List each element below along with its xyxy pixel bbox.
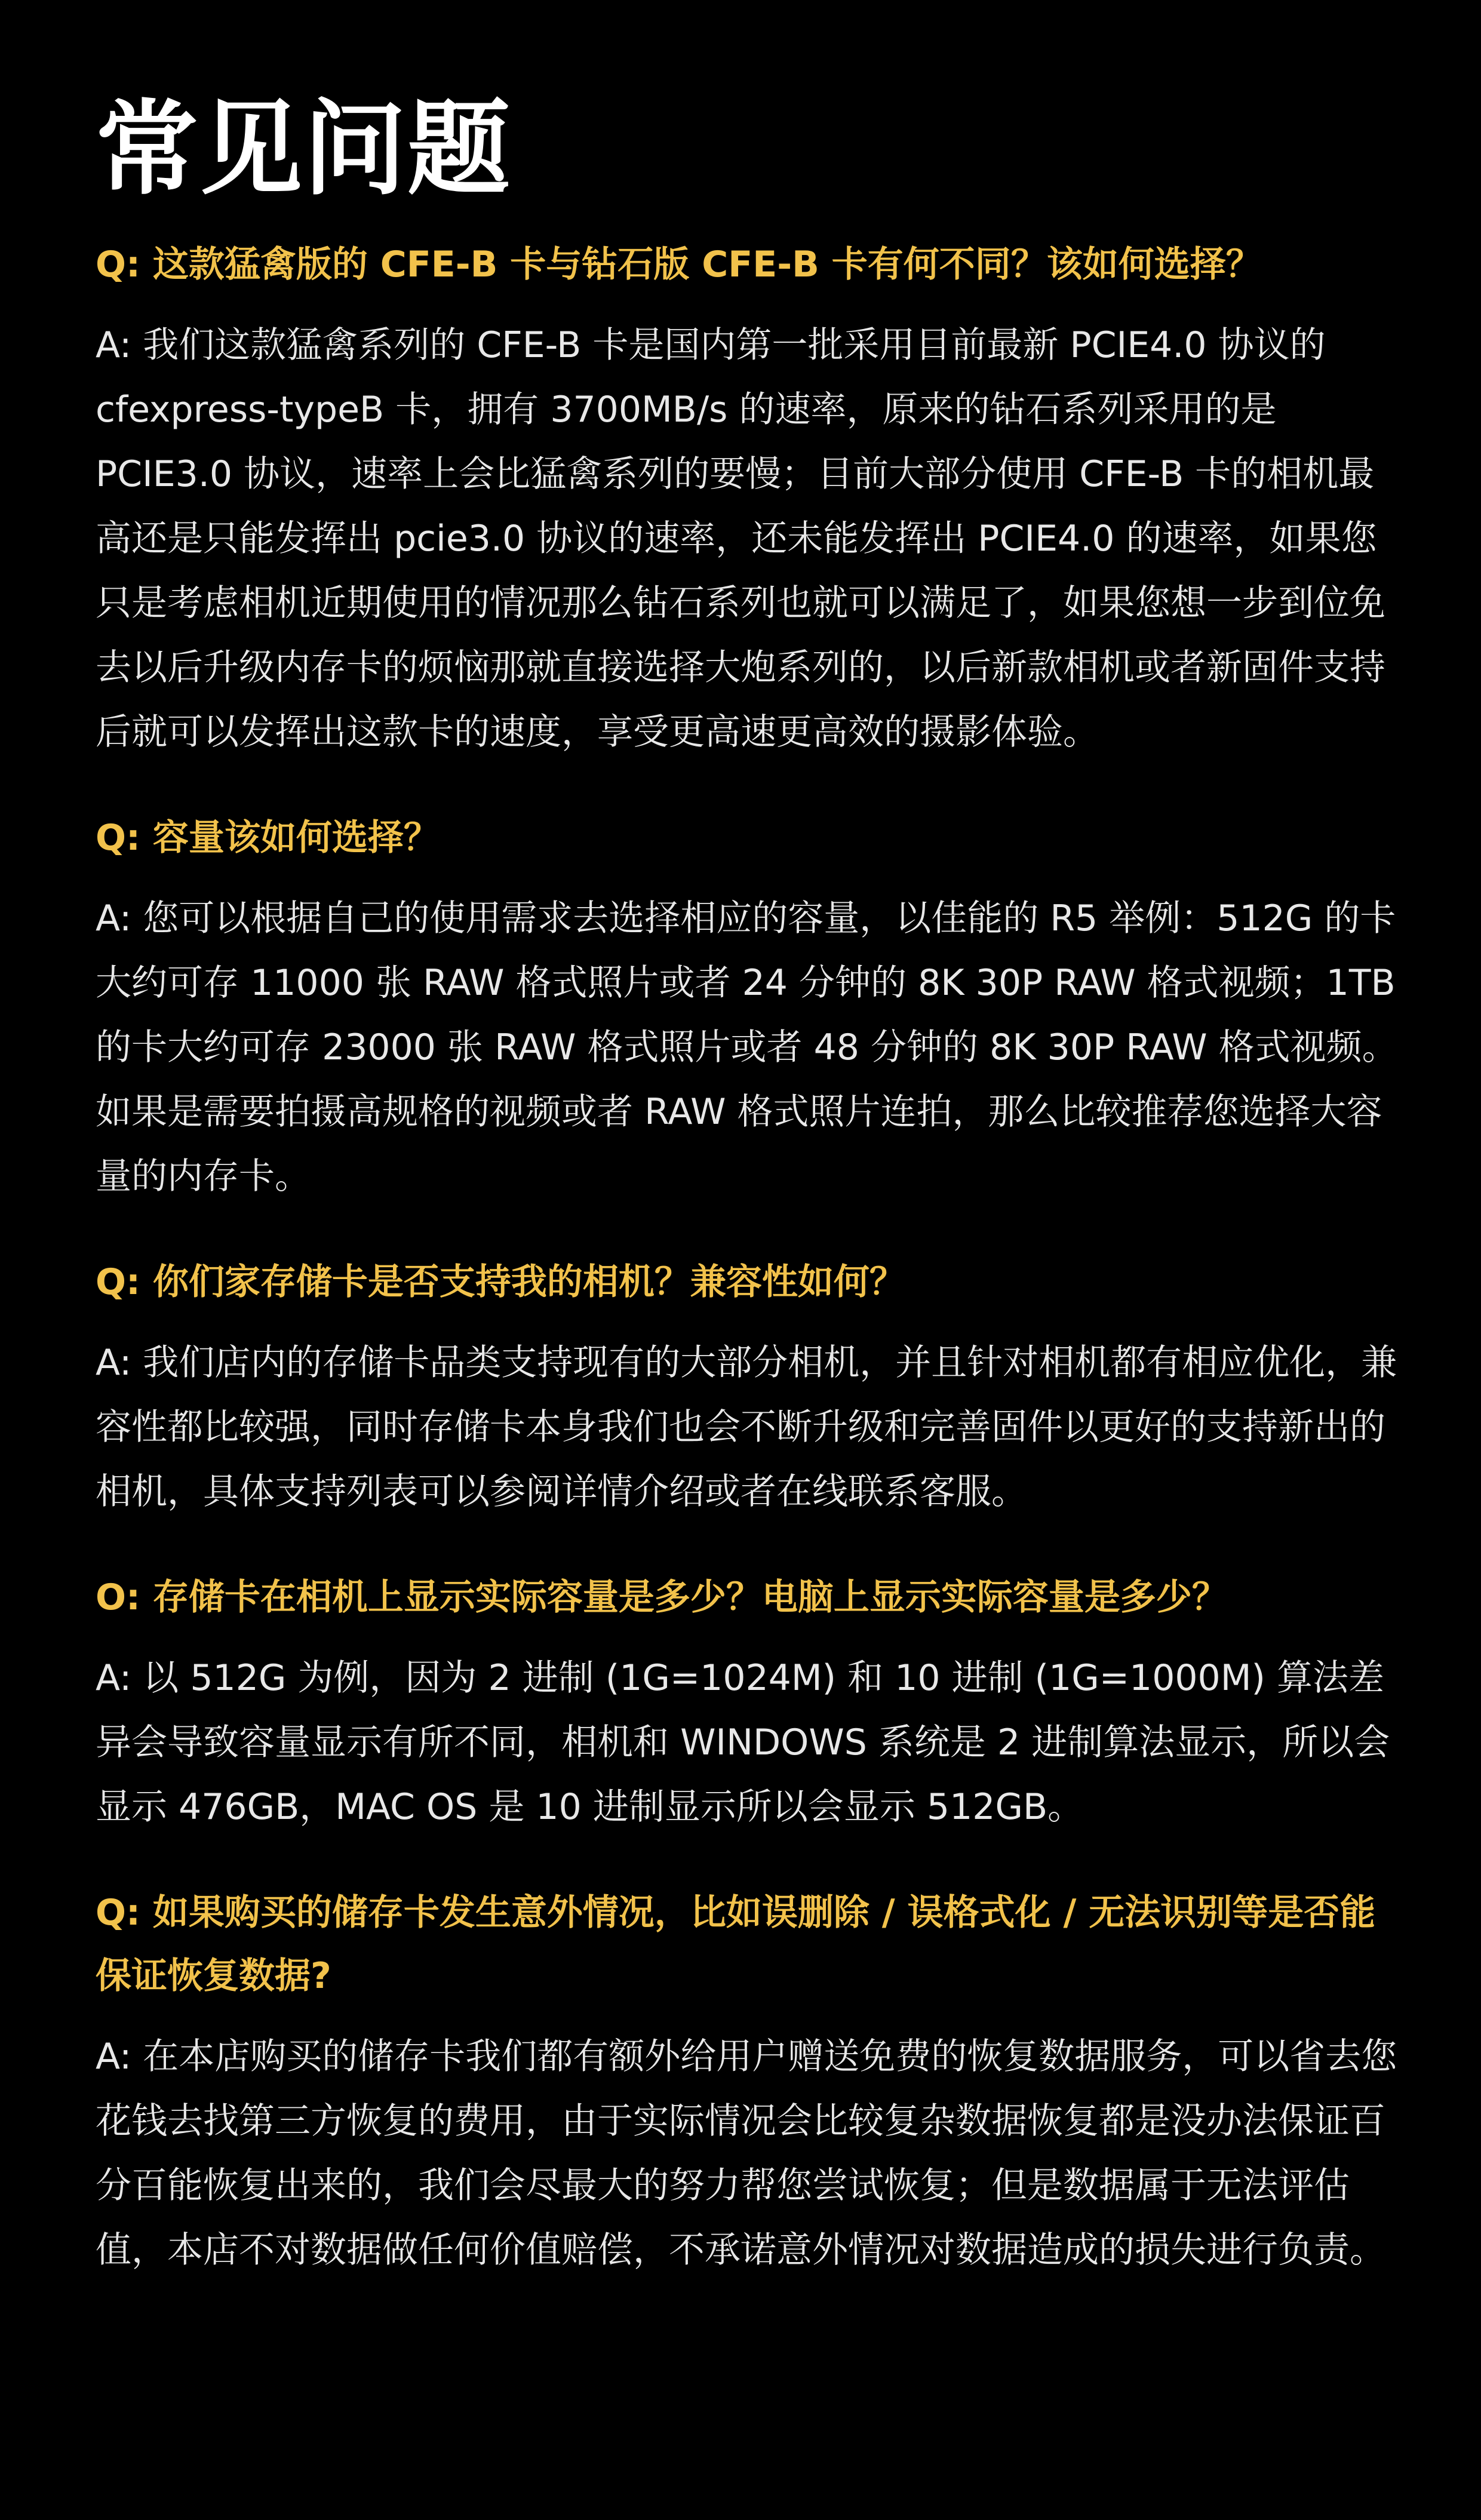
faq-item [96, 1566, 1391, 1839]
faq-question: O: 存储卡在相机上显示实际容量是多少？电脑上显示实际容量是多少？ [96, 1576, 1228, 1618]
page-title: 常见问题 [96, 89, 511, 209]
faq-item [96, 1250, 1397, 1524]
faq-question: Q: 你们家存储卡是否支持我的相机？兼容性如何？ [96, 1261, 905, 1303]
faq-question: Q: 容量该如何选择？ [96, 817, 440, 859]
faq-item [96, 233, 1391, 764]
faq-item [96, 806, 1398, 1209]
faq-question: Q: 这款猛禽版的 CFE-B 卡与钻石版 CFE-B 卡有何不同？该如何选择？ [96, 244, 1262, 285]
faq-answer: A: 在本店购买的储存卡我们都有额外给用户赠送免费的恢复数据服务，可以省去您花钱去找第三方恢复的费用，由于实际情况会比较复杂数据恢复都是没办法保证百分百能恢复出来的，我们会尽最大的努力帮您尝试恢复；但是数据属于无法评估值，本店不对数据做任何价值赔偿，不承诺意外情况对数据造成的损失进行负责。 [96, 2036, 1397, 2271]
faq-answer: A: 以 512G 为例，因为 2 进制 (1G=1024M) 和 10 进制 (1G=1000M) 算法差异会导致容量显示有所不同，相机和 WINDOWS 系统是 2 进制算法显示，所以会显示 476GB，MAC OS 是 10 进制显示所以会显示 512GB。 [96, 1657, 1390, 1828]
faq-list [96, 233, 1398, 2282]
faq-item [96, 1881, 1397, 2282]
faq-answer: A: 您可以根据自己的使用需求去选择相应的容量，以佳能的 R5 举例：512G 的卡大约可存 11000 张 RAW 格式照片或者 24 分钟的 8K 30P RAW 格式视频；1TB 的卡大约可存 23000 张 RAW 格式照片或者 48 分钟的 8K 30P RAW 格式视频。如果是需要拍摄高规格的视频或者 RAW 格式照片连拍，那么比较推荐您选择大容量的内存卡。 [96, 898, 1398, 1197]
faq-question: Q: 如果购买的储存卡发生意外情况，比如误删除 / 误格式化 / 无法识别等是否能保证恢复数据? [96, 1892, 1376, 1997]
faq-answer: A: 我们这款猛禽系列的 CFE-B 卡是国内第一批采用目前最新 PCIE4.0 协议的 cfexpress-typeB 卡，拥有 3700MB/s 的速率，原来的钻石系列采用的是 PCIE3.0 协议，速率上会比猛禽系列的要慢；目前大部分使用 CFE-B 卡的相机最高还是只能发挥出 pcie3.0 协议的速率，还未能发挥出 PCIE4.0 的速率，如果您只是考虑相机近期使用的情况那么钻石系列也就可以满足了，如果您想一步到位免去以后升级内存卡的烦恼那就直接选择大炮系列的，以后新款相机或者新固件支持后就可以发挥出这款卡的速度，享受更高速更高效的摄影体验。 [96, 324, 1385, 753]
faq-answer: A: 我们店内的存储卡品类支持现有的大部分相机，并且针对相机都有相应优化，兼容性都比较强，同时存储卡本身我们也会不断升级和完善固件以更好的支持新出的相机，具体支持列表可以参阅详情介绍或者在线联系客服。 [96, 1342, 1397, 1513]
